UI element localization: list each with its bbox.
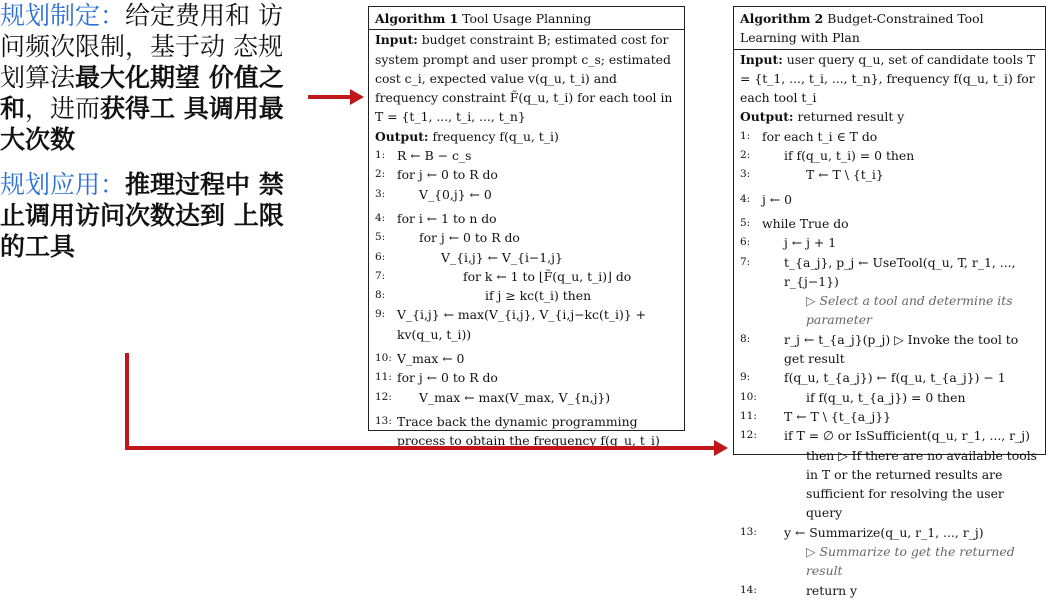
arrow-to-algorithm-2 [127,353,728,456]
line-text: V_{0,j} ← 0 [419,186,492,202]
line-number: 11: [375,371,392,384]
algorithm-2-input: Input: user query q_u, set of candidate tools T = {t_1, ..., t_i, ..., t_n}, frequency f(q_u, t_i) for each tool t_i [740,51,1036,106]
line-number: 7: [375,269,386,282]
algorithm-line [740,542,1038,581]
algorithm-1-input: Input: budget constraint B; estimated cost for system prompt and user prompt c_s; estimated cost c_i, expected value v(q_u, t_i) and frequency constraint F̃(q_u, t_i) for each tool in T = {t_1, ..., t_i, ..., t_n} [375,32,673,125]
line-text: j ← 0 [762,191,792,207]
line-number: 2: [375,168,386,181]
line-number: 12: [740,429,757,442]
line-number: 10: [375,352,392,365]
line-text: if T = ∅ or IsSufficient(q_u, r_1, ..., r_j) [784,428,1030,444]
algorithm-1-output: Output: frequency f(q_u, t_i) [375,128,559,144]
line-text: V_max ← 0 [397,351,465,367]
line-number: 11: [740,409,757,422]
line-number: 12: [375,390,392,403]
line-text: y ← Summarize(q_u, r_1, ..., r_j) [784,524,984,540]
line-text: if f(q_u, t_i) = 0 then [784,148,915,164]
line-text: r_j ← t_{a_j}(p_j) ▷ Invoke the tool to get result [784,331,1019,367]
section-application: 规划应用：推理过程中 禁止调用访问次数达到 上限的工具 [0,170,284,261]
line-number: 2: [740,149,751,162]
line-text: for j ← 0 to R do [397,370,498,386]
line-text: while True do [762,215,849,231]
line-text: t_{a_j}, p_j ← UseTool(q_u, T, r_1, ..., r_{j−1}) [784,254,1016,289]
line-number [740,542,762,581]
line-text: for j ← 0 to R do [419,230,520,246]
line-number: 6: [740,236,751,249]
algorithm-2-title: Algorithm 2 Budget-Constrained Tool Learning with Plan [734,9,1045,50]
line-text: V_{i,j} ← V_{i−1,j} [441,249,563,265]
application-heading: 规划应用： [0,170,126,199]
line-text: ▷ Select a tool and determine its parameter [806,293,1013,328]
section-planning: 规划制定：给定费用和 访问频次限制，基于动 态规划算法最大化期望 价值之和，进而获得工 具调用最大次数 [0,1,284,154]
line-text: ▷ Summarize to get the returned result [806,544,1015,579]
line-number: 5: [375,231,386,244]
line-number: 1: [375,149,386,162]
line-text: if j ≥ kc(t_i) then [485,288,592,304]
line-number: 1: [740,129,751,142]
line-text: then ▷ If there are no available tools in T or the returned results are sufficient for resolving the user query [806,447,1038,521]
arrow-to-algorithm-1 [308,89,364,105]
line-text: for k ← 1 to ⌊F̃(q_u, t_i)⌋ do [463,268,632,284]
line-number: 3: [375,187,386,200]
line-text: T ← T \ {t_i} [806,167,884,183]
line-text: for each t_i ∈ T do [762,128,878,144]
algorithm-1-title: Algorithm 1 Tool Usage Planning [369,9,684,30]
planning-heading: 规划制定： [0,1,126,30]
line-number: 13: [740,525,757,538]
line-text: for j ← 0 to R do [397,167,498,183]
line-text: V_max ← max(V_max, V_{n,j}) [419,389,611,405]
line-number: 9: [740,371,751,384]
line-text: for i ← 1 to n do [397,210,497,226]
line-number: 14: [740,583,757,596]
line-number: 4: [375,211,386,224]
line-number: 3: [740,168,751,181]
line-number: 13: [375,414,392,427]
algorithm-line [740,581,1038,600]
line-number: 4: [740,192,751,205]
line-text: if f(q_u, t_{a_j}) = 0 then [806,389,966,405]
line-number: 5: [740,216,751,229]
line-text: j ← j + 1 [784,235,837,251]
line-text: R ← B − c_s [397,148,472,164]
line-number: 8: [375,289,386,302]
line-number: 6: [375,250,386,263]
line-number: 8: [740,332,751,345]
line-number: 10: [740,390,757,403]
algorithm-2-output: Output: returned result y [740,109,905,125]
line-text: V_{i,j} ← max(V_{i,j}, V_{i,j−kc(t_i)} + kv(q_u, t_i)) [397,307,647,342]
line-text: Trace back the dynamic programming process to obtain the frequency f(q_u, t_i) [397,413,660,449]
algorithm-line [740,523,1038,542]
line-text: return y [806,582,858,598]
line-number: 7: [740,255,751,268]
line-text: T ← T \ {t_{a_j}} [784,408,891,424]
line-text: f(q_u, t_{a_j}) ← f(q_u, t_{a_j}) − 1 [784,370,1006,386]
line-number: 9: [375,308,386,321]
